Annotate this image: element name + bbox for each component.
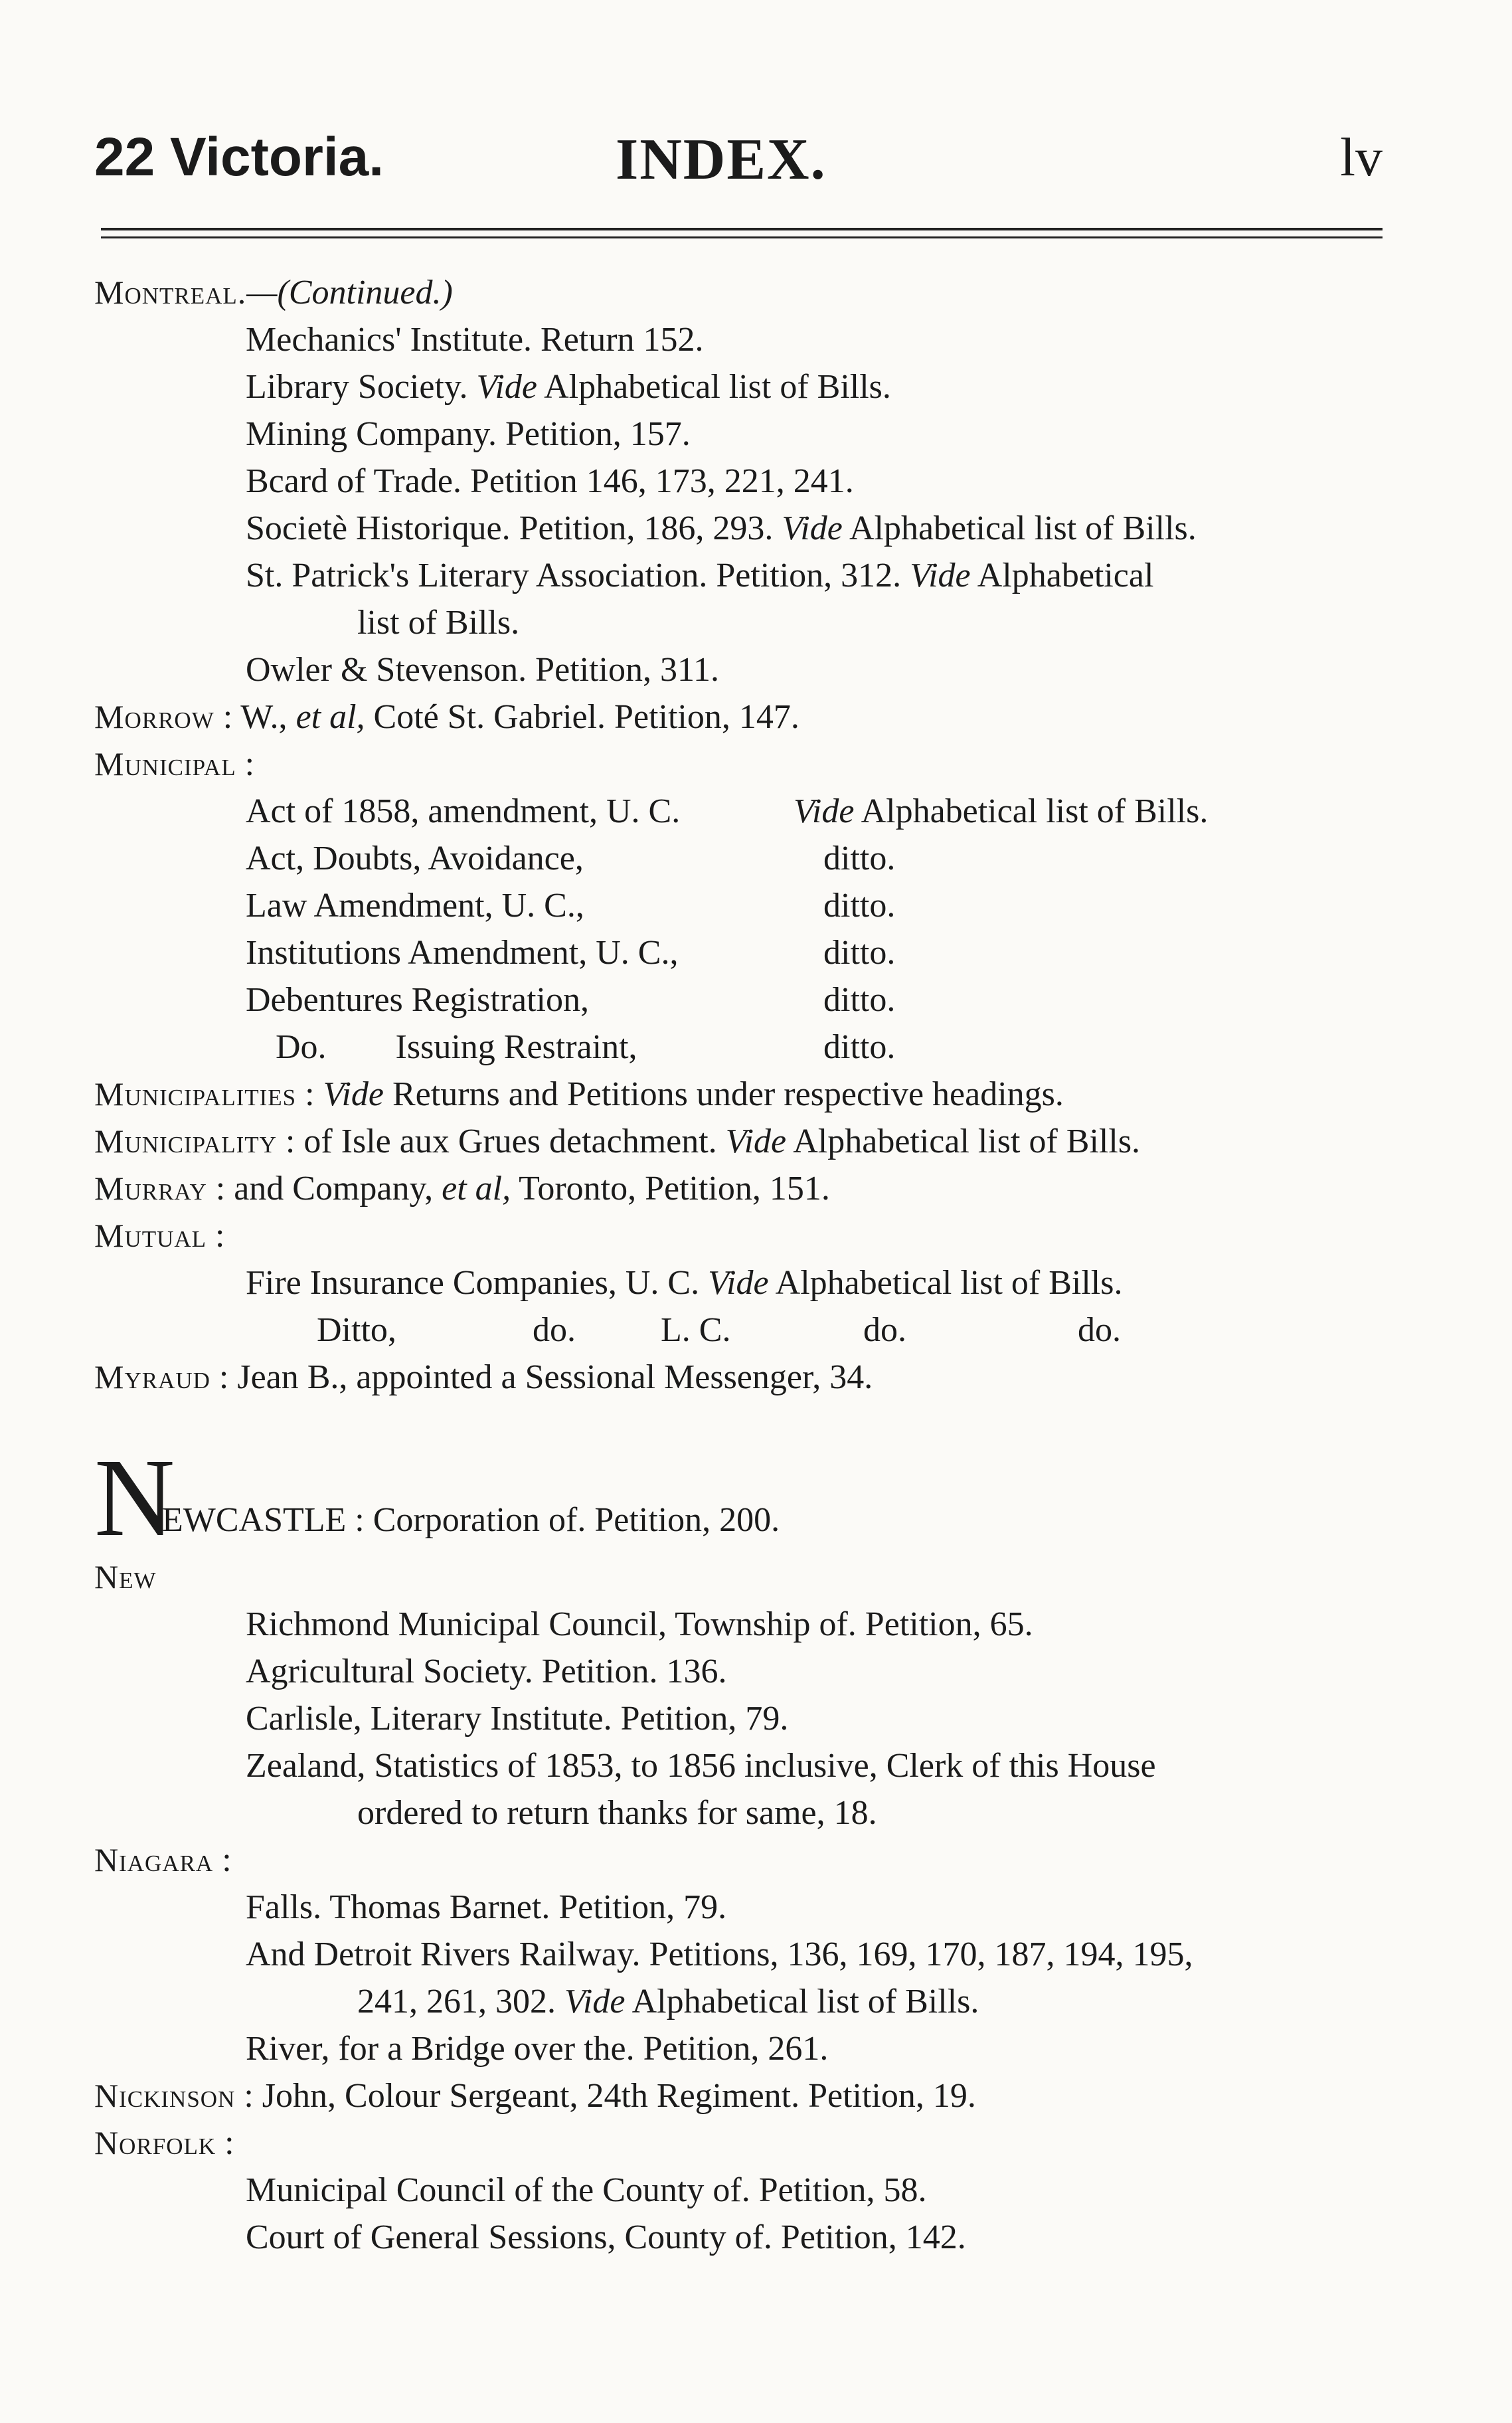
- entry-line: Municipal Council of the County of. Petition, 58.: [246, 2171, 927, 2209]
- header-rule-top: [101, 228, 1383, 230]
- entry-mutual-heading: Mutual :: [94, 1217, 225, 1255]
- entry-line: Fire Insurance Companies, U. C. Vide Alphabetical list of Bills.: [246, 1264, 1123, 1302]
- entry-murray: Murray : and Company, et al, Toronto, Petition, 151.: [94, 1170, 830, 1208]
- entry-line: Agricultural Society. Petition. 136.: [246, 1653, 727, 1690]
- entry-new-heading: New: [94, 1558, 157, 1595]
- header-volume: 22 Victoria.: [94, 127, 384, 187]
- entry-line: 241, 261, 302. Vide Alphabetical list of Bills.: [357, 1983, 979, 2020]
- entry-newcastle: N EWCASTLE : Corporation of. Petition, 200.: [94, 1436, 780, 1560]
- entry-line: Bcard of Trade. Petition 146, 173, 221, 241.: [246, 462, 854, 500]
- entry-line: Falls. Thomas Barnet. Petition, 79.: [246, 1888, 727, 1926]
- entry-line: Zealand, Statistics of 1853, to 1856 inclusive, Clerk of this House: [246, 1747, 1156, 1785]
- entry-municipality: Municipality : of Isle aux Grues detachment. Vide Alphabetical list of Bills.: [94, 1122, 1141, 1160]
- entry-line: Mechanics' Institute. Return 152.: [246, 321, 704, 359]
- entry-line: list of Bills.: [357, 604, 520, 642]
- entry-line: Law Amendment, U. C., ditto.: [246, 887, 896, 925]
- entry-niagara-heading: Niagara :: [94, 1841, 232, 1879]
- entry-nickinson: Nickinson : John, Colour Sergeant, 24th Regiment. Petition, 19.: [94, 2077, 976, 2115]
- index-entries: [94, 269, 1396, 2261]
- entry-line: Do. Issuing Restraint, ditto.: [276, 1028, 896, 1066]
- entry-line: Court of General Sessions, County of. Petition, 142.: [246, 2218, 966, 2256]
- entry-line: ordered to return thanks for same, 18.: [357, 1794, 877, 1832]
- entry-morrow: Morrow : W., et al, Coté St. Gabriel. Petition, 147.: [94, 698, 799, 736]
- header-page-number: lv: [1340, 127, 1383, 187]
- entry-line: River, for a Bridge over the. Petition, 261.: [246, 2030, 829, 2068]
- entry-myraud: Myraud : Jean B., appointed a Sessional Messenger, 34.: [94, 1358, 873, 1396]
- entry-line: Library Society. Vide Alphabetical list of Bills.: [246, 368, 891, 406]
- entry-line: Act of 1858, amendment, U. C. Vide Alphabetical list of Bills.: [246, 792, 1209, 830]
- entry-line: Debentures Registration, ditto.: [246, 981, 896, 1019]
- header-title: INDEX.: [616, 128, 827, 192]
- entry-montreal-heading: Montreal.—(Continued.): [94, 274, 453, 312]
- entry-line: And Detroit Rivers Railway. Petitions, 136, 169, 170, 187, 194, 195,: [246, 1935, 1193, 1973]
- header-rule-bottom: [101, 236, 1383, 238]
- entry-line: St. Patrick's Literary Association. Petition, 312. Vide Alphabetical: [246, 557, 1154, 594]
- entry-municipal-heading: Municipal :: [94, 745, 255, 783]
- entry-norfolk-heading: Norfolk :: [94, 2124, 234, 2162]
- page-header: [94, 113, 1383, 213]
- entry-line: Richmond Municipal Council, Township of. Petition, 65.: [246, 1605, 1033, 1643]
- entry-line: Societè Historique. Petition, 186, 293. Vide Alphabetical list of Bills.: [246, 509, 1197, 547]
- entry-line: Act, Doubts, Avoidance, ditto.: [246, 840, 896, 877]
- entry-line: Ditto, do. L. C. do. do.: [317, 1311, 1121, 1349]
- drop-cap-letter: N: [94, 1436, 175, 1560]
- entry-line: Institutions Amendment, U. C., ditto.: [246, 934, 896, 972]
- entry-municipalities: Municipalities : Vide Returns and Petitions under respective headings.: [94, 1075, 1064, 1113]
- entry-line: Carlisle, Literary Institute. Petition, 79.: [246, 1700, 789, 1738]
- entry-line: Owler & Stevenson. Petition, 311.: [246, 651, 720, 689]
- entry-line: Mining Company. Petition, 157.: [246, 415, 691, 453]
